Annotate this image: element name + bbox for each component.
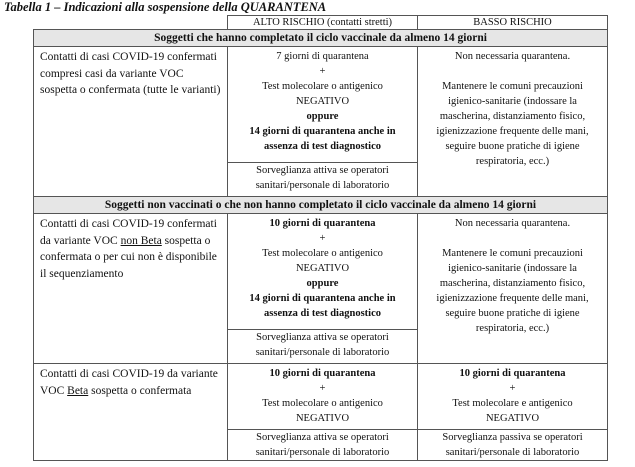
low-risk-line: igienizzazione frequente delle mani, xyxy=(436,293,589,304)
section-heading-row xyxy=(34,30,608,47)
high-risk-measures xyxy=(228,364,418,430)
header-row xyxy=(34,16,608,30)
surveillance-note xyxy=(228,330,418,364)
surveillance-note xyxy=(418,429,608,460)
plus-sign: + xyxy=(319,383,326,394)
low-risk-measures xyxy=(418,47,608,197)
quarantine-days: 10 giorni di quarantena xyxy=(459,368,566,379)
alternative-line-1: 14 giorni di quarantena anche in xyxy=(249,126,396,137)
plus-sign: + xyxy=(319,66,326,77)
low-risk-line: Non necessaria quarantena. xyxy=(454,218,571,229)
table-row xyxy=(34,214,608,330)
surveillance-line-2: sanitari/personale di laboratorio xyxy=(255,180,390,192)
test-type: Test molecolare o antigenico xyxy=(262,398,383,409)
test-result: NEGATIVO xyxy=(295,413,350,424)
table-row xyxy=(34,364,608,430)
surveillance-line-1: Sorveglianza passiva se operatori xyxy=(442,431,583,443)
contact-description: Contatti di casi COVID-19 confermati compresi casi da variante VOC sospetta o confermata (tutte le varianti) xyxy=(34,47,228,197)
header-empty xyxy=(34,16,228,30)
plus-sign: + xyxy=(509,383,516,394)
variant-name: Beta xyxy=(67,384,89,397)
contact-text: sospetta o confermata xyxy=(88,384,192,397)
low-risk-line: Mantenere le comuni precauzioni xyxy=(442,248,583,259)
variant-name: non Beta xyxy=(120,234,162,247)
table-title: Tabella 1 – Indicazioni alla sospensione della QUARANTENA xyxy=(4,0,327,14)
section-heading: Soggetti non vaccinati o che non hanno completato il ciclo vaccinale da almeno 14 giorni xyxy=(34,197,608,214)
low-risk-measures xyxy=(418,364,608,430)
quarantine-days: 10 giorni di quarantena xyxy=(269,368,376,379)
surveillance-line-2: sanitari/personale di laboratorio xyxy=(445,446,580,458)
quarantine-days: 10 giorni di quarantena xyxy=(269,218,376,229)
test-result: NEGATIVO xyxy=(295,263,350,274)
high-risk-measures xyxy=(228,47,418,163)
contact-text: sospetta o confermata o per cui non è disponibile il sequenziamento xyxy=(40,234,217,280)
low-risk-line: igienico-sanitarie (indossare la xyxy=(448,96,577,107)
quarantine-table xyxy=(33,15,608,461)
high-risk-measures xyxy=(228,214,418,330)
alternative-line-1: 14 giorni di quarantena anche in xyxy=(249,293,396,304)
low-risk-line: Non necessaria quarantena. xyxy=(454,51,571,62)
low-risk-line: mascherina, distanziamento fisico, xyxy=(439,111,586,122)
low-risk-measures xyxy=(418,214,608,364)
or-label: oppure xyxy=(306,111,339,122)
low-risk-line: igienico-sanitarie (indossare la xyxy=(448,263,577,274)
alternative-line-2: assenza di test diagnostico xyxy=(264,308,381,319)
low-risk-line: seguire buone pratiche di igiene xyxy=(445,308,580,319)
low-risk-line: mascherina, distanziamento fisico, xyxy=(439,278,586,289)
surveillance-line-1: Sorveglianza attiva se operatori xyxy=(256,332,389,344)
plus-sign: + xyxy=(319,233,326,244)
surveillance-note xyxy=(228,163,418,197)
header-high-risk: ALTO RISCHIO (contatti stretti) xyxy=(228,16,418,30)
section-heading: Soggetti che hanno completato il ciclo vaccinale da almeno 14 giorni xyxy=(34,30,608,47)
alternative-line-2: assenza di test diagnostico xyxy=(264,141,381,152)
surveillance-line-1: Sorveglianza attiva se operatori xyxy=(256,431,389,443)
contact-text: Contatti di casi COVID-19 confermati da variante VOC xyxy=(40,218,217,247)
test-type: Test molecolare o antigenico xyxy=(262,81,383,92)
low-risk-line: Mantenere le comuni precauzioni xyxy=(442,81,583,92)
test-type: Test molecolare o antigenico xyxy=(262,248,383,259)
test-type: Test molecolare e antigenico xyxy=(452,398,573,409)
surveillance-line-2: sanitari/personale di laboratorio xyxy=(255,446,390,458)
table-row xyxy=(34,47,608,163)
contact-description xyxy=(34,214,228,364)
header-low-risk: BASSO RISCHIO xyxy=(418,16,608,30)
low-risk-line: respiratoria, ecc.) xyxy=(475,156,550,167)
section-heading-row xyxy=(34,197,608,214)
test-result: NEGATIVO xyxy=(485,413,540,424)
surveillance-line-2: sanitari/personale di laboratorio xyxy=(255,347,390,359)
surveillance-note xyxy=(228,429,418,460)
test-result: NEGATIVO xyxy=(295,96,350,107)
or-label: oppure xyxy=(306,278,339,289)
low-risk-line: respiratoria, ecc.) xyxy=(475,323,550,334)
surveillance-line-1: Sorveglianza attiva se operatori xyxy=(256,165,389,177)
low-risk-line: igienizzazione frequente delle mani, xyxy=(436,126,589,137)
low-risk-line: seguire buone pratiche di igiene xyxy=(445,141,580,152)
contact-text: Contatti di casi COVID-19 da variante VOC xyxy=(40,368,218,397)
quarantine-days: 7 giorni di quarantena xyxy=(276,51,369,62)
contact-description xyxy=(34,364,228,461)
